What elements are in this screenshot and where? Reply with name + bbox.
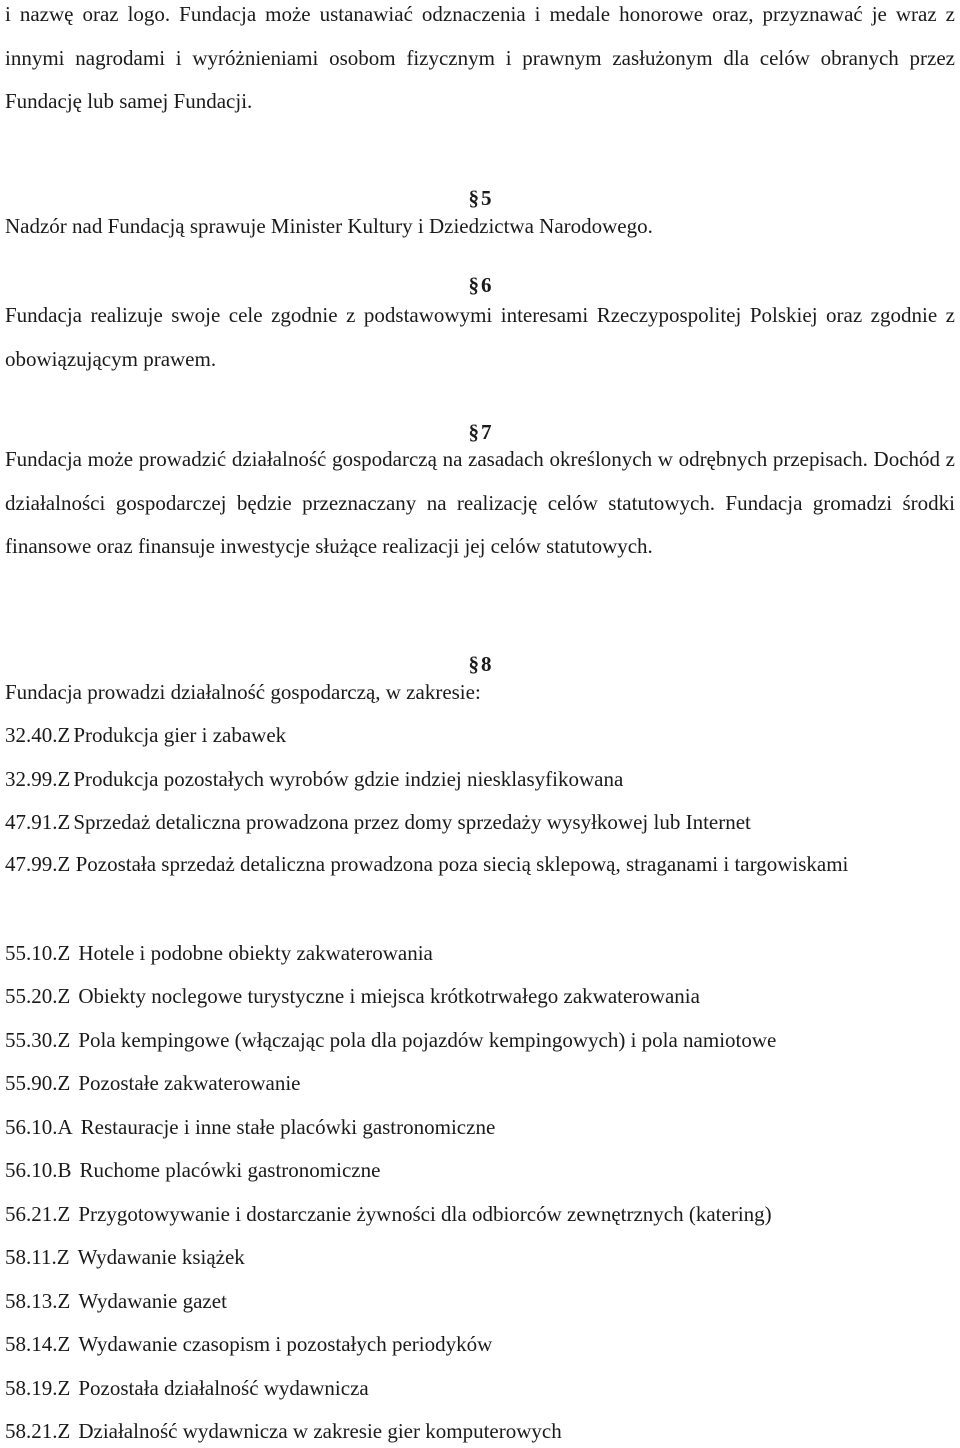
list-item: 56.21.Z Przygotowywanie i dostarczanie żywności dla odbiorców zewnętrznych (katering) [5,1202,772,1226]
section-symbol: § [468,186,479,210]
list-item: 55.90.Z Pozostałe zakwaterowanie [5,1071,301,1095]
list-item: 47.91.Z Sprzedaż detaliczna prowadzona przez domy sprzedaży wysyłkowej lub Internet [5,810,751,834]
section-symbol: § [468,273,479,297]
section-heading-8 [0,652,960,676]
list-item: 55.20.Z Obiekty noclegowe turystyczne i miejsca krótkotrwałego zakwaterowania [5,984,700,1008]
list-item: 58.21.Z Działalność wydawnicza w zakresie gier komputerowych [5,1419,562,1443]
section-8-text: Fundacja prowadzi działalność gospodarczą, w zakresie: [5,680,481,704]
section-symbol: § [468,420,479,444]
list-item: 58.11.Z Wydawanie książek [5,1245,245,1269]
list-item: 55.30.Z Pola kempingowe (włączając pola dla pojazdów kempingowych) i pola namiotowe [5,1028,777,1052]
list-item: 32.40.Z Produkcja gier i zabawek [5,723,287,747]
section-6-text: Fundacja realizuje swoje cele zgodnie z podstawowymi interesami Rzeczypospolitej Polskiej oraz zgodnie z obowiązującym prawem. [5,303,955,371]
section-number: 6 [481,273,492,297]
list-item: 58.13.Z Wydawanie gazet [5,1289,227,1313]
list-item: 56.10.B Ruchome placówki gastronomiczne [5,1158,381,1182]
section-7-text: Fundacja może prowadzić działalność gospodarczą na zasadach określonych w odrębnych przepisach. Dochód z działalności gospodarczej będzie przeznaczany na realizację celów statutowych. Fundacja gromadzi środki finansowe oraz finansuje inwestycje służące realizacji jej celów statutowych. [5,447,955,558]
section-5-text: Nadzór nad Fundacją sprawuje Minister Kultury i Dziedzictwa Narodowego. [5,214,653,238]
intro-paragraph: i nazwę oraz logo. Fundacja może ustanawiać odznaczenia i medale honorowe oraz, przyznawać je wraz z innymi nagrodami i wyróżnieniami osobom fizycznym i prawnym zasłużonym dla celów obranych przez Fundację lub samej Fundacji. [5,2,955,113]
list-item: 56.10.A Restauracje i inne stałe placówki gastronomiczne [5,1115,496,1139]
section-symbol: § [468,652,479,676]
section-number: 7 [481,420,492,444]
list-item: 58.14.Z Wydawanie czasopism i pozostałych periodyków [5,1332,493,1356]
list-item: 47.99.Z Pozostała sprzedaż detaliczna prowadzona poza siecią sklepową, straganami i targowiskami [5,852,849,876]
section-number: 8 [481,652,492,676]
list-item: 55.10.Z Hotele i podobne obiekty zakwaterowania [5,941,433,965]
list-item: 58.19.Z Pozostała działalność wydawnicza [5,1376,369,1400]
list-item: 32.99.Z Produkcja pozostałych wyrobów gdzie indziej niesklasyfikowana [5,767,624,791]
section-number: 5 [481,186,492,210]
